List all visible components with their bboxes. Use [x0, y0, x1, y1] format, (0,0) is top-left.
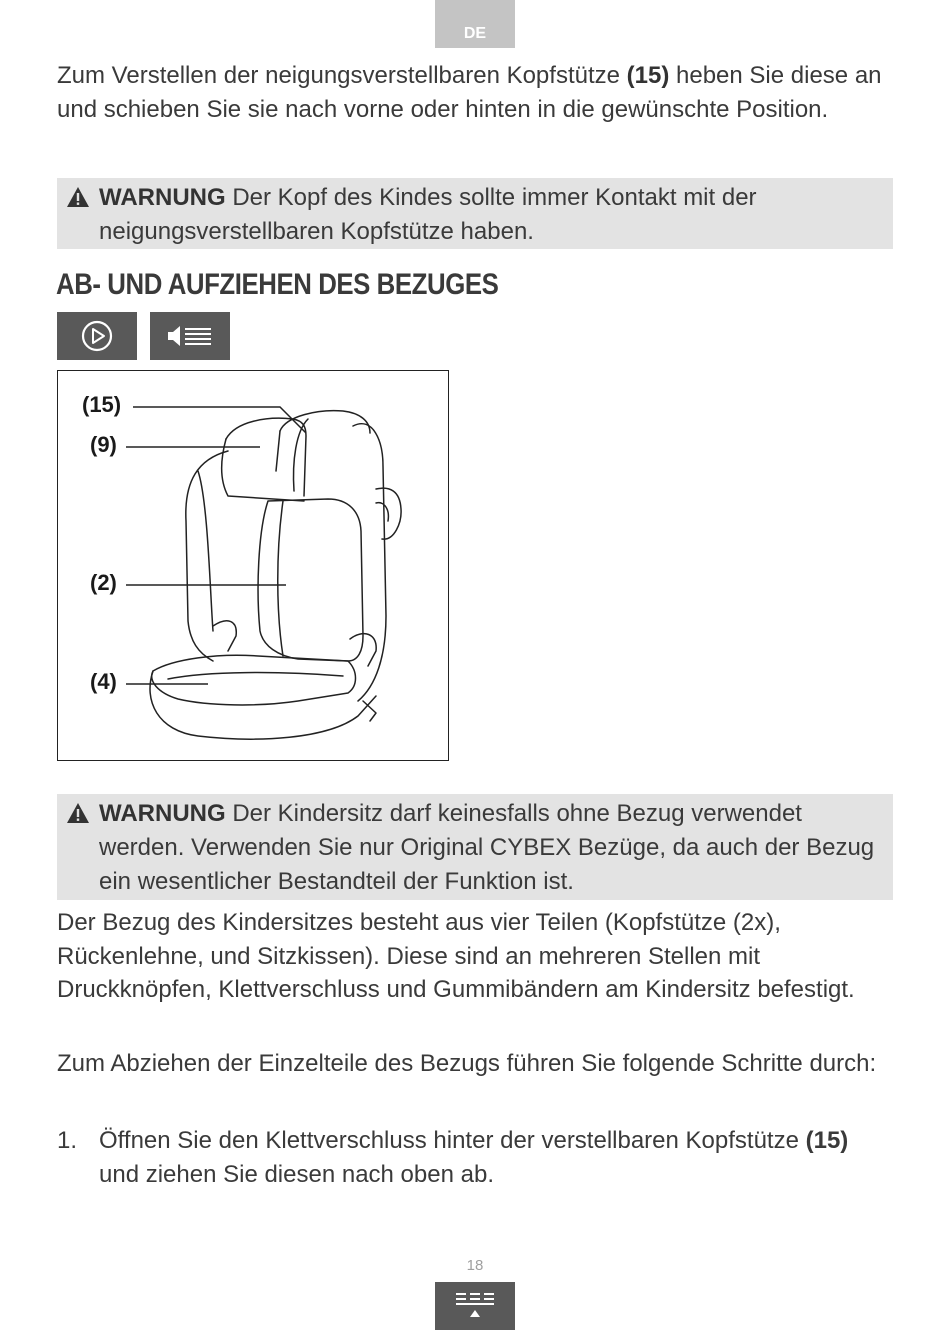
step-text-after: und ziehen Sie diesen nach oben ab.: [99, 1160, 494, 1188]
steps-list: [57, 1124, 887, 1191]
play-circle-icon: [80, 319, 114, 353]
instructions-intro-paragraph: Zum Abziehen der Einzelteile des Bezugs führen Sie folgende Schritte durch:: [57, 1050, 877, 1077]
intro-text-before: Zum Verstellen der neigungsverstellbaren Kopfstütze: [57, 62, 627, 89]
intro-paragraph: [57, 59, 887, 126]
language-tab[interactable]: DE: [435, 0, 515, 48]
page-number: 18: [466, 1257, 484, 1274]
warning-box-headrest: [57, 178, 893, 249]
step-ref: (15): [805, 1127, 849, 1154]
list-item: [57, 1124, 887, 1191]
callout-15: (15): [82, 392, 122, 417]
car-seat-illustration: [57, 370, 449, 761]
section-heading: AB- UND AUFZIEHEN DES BEZUGES: [56, 268, 499, 301]
speaker-list-icon: [166, 323, 214, 349]
intro-ref: (15): [626, 62, 670, 89]
car-seat-drawing: [58, 371, 447, 759]
warning-keyword: WARNUNG: [99, 184, 226, 211]
table-of-contents-button[interactable]: [435, 1282, 515, 1330]
warning-triangle-icon: [66, 802, 90, 824]
audio-button[interactable]: [150, 312, 230, 360]
warning-box-cover: [57, 794, 893, 900]
warning-text: Der Kindersitz darf keinesfalls ohne Bezug verwendet werden. Verwenden Sie nur Original CYBEX Bezüge, da auch der Bezug ein wesentlicher Bestandteil der Funktion ist.: [99, 800, 875, 895]
callout-2: (2): [90, 570, 117, 595]
warning-keyword: WARNUNG: [99, 800, 226, 827]
intro-text-after: heben Sie diese an und schieben Sie sie nach vorne oder hinten in die gewünschte Position.: [57, 62, 882, 123]
warning-triangle-icon: [66, 186, 90, 208]
callout-9: (9): [90, 432, 117, 457]
callout-4: (4): [90, 669, 117, 694]
toc-list-up-icon: [435, 1282, 515, 1330]
step-number: 1.: [57, 1127, 78, 1154]
cover-description-paragraph: Der Bezug des Kindersitzes besteht aus vier Teilen (Kopfstütze (2x), Rückenlehne, und Sitzkissen). Diese sind an mehreren Stellen mit Druckknöpfen, Klettverschluss und Gummibändern am Kindersitz befestigt.: [57, 909, 855, 1003]
video-button[interactable]: [57, 312, 137, 360]
step-text-before: Öffnen Sie den Klettverschluss hinter der verstellbaren Kopfstütze: [99, 1127, 806, 1154]
warning-text: Der Kopf des Kindes sollte immer Kontakt mit der neigungsverstellbaren Kopfstütze haben.: [99, 184, 757, 245]
